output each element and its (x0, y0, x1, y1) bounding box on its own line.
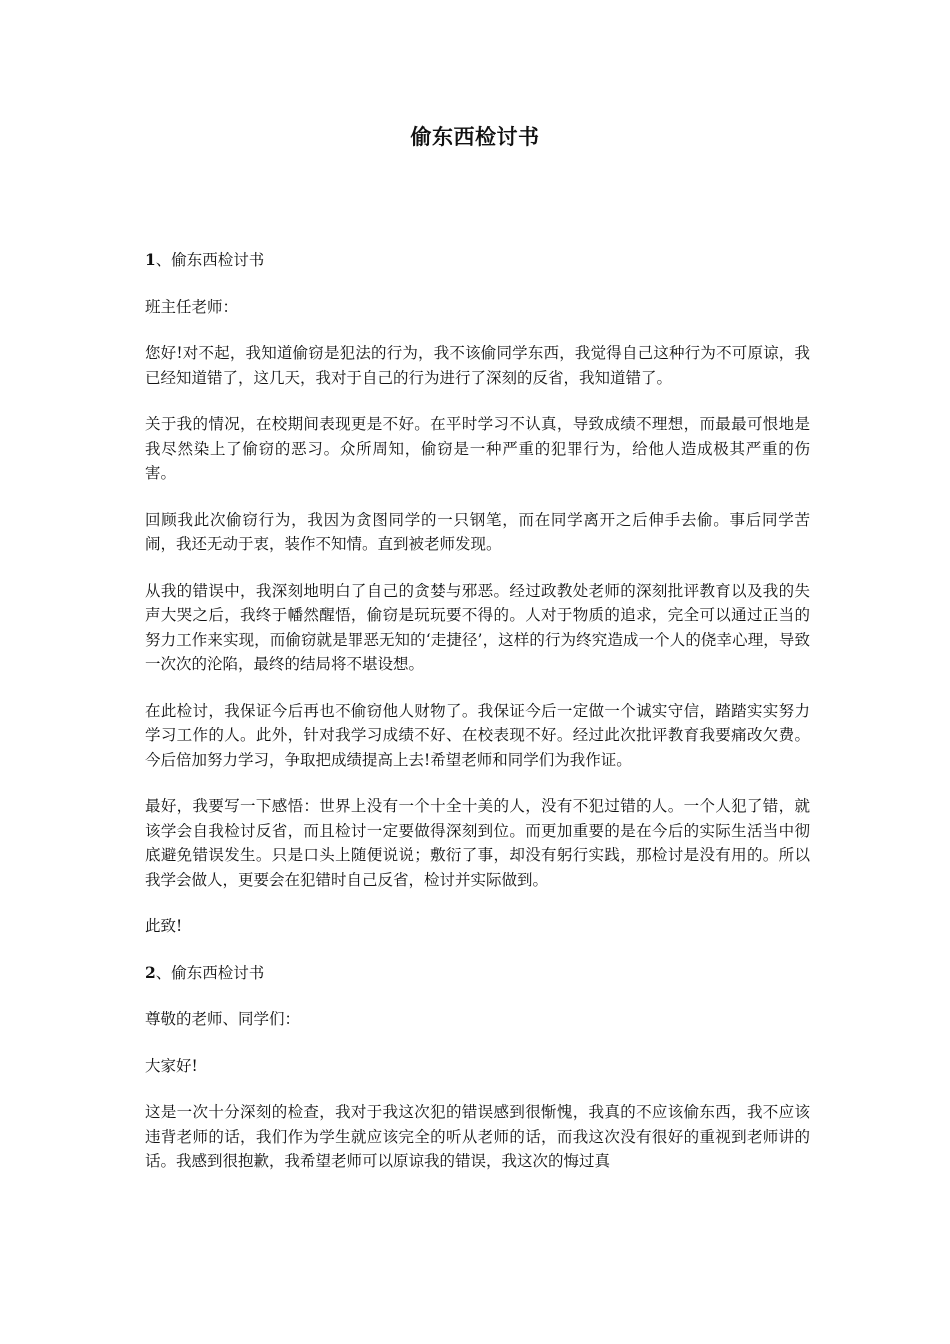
paragraph: 从我的错误中，我深刻地明白了自己的贪婪与邪恶。经过政教处老师的深刻批评教育以及我的失声大哭之后，我终于幡然醒悟，偷窃是玩玩要不得的。人对于物质的追求，完全可以通过正当的努力工作来实现，而偷窃就是罪恶无知的‘走捷径’，这样的行为终究造成一个人的侥幸心理，导致一次次的沦陷，最终的结局将不堪设想。 (145, 581, 810, 673)
section-number: 1 (145, 250, 156, 269)
closing: 此致! (145, 917, 183, 935)
document-body (145, 248, 810, 1196)
paragraph: 最好，我要写一下感悟：世界上没有一个十全十美的人，没有不犯过错的人。一个人犯了错，就该学会自我检讨反省，而且检讨一定要做得深刻到位。而更加重要的是在今后的实际生活当中彻底避免错误发生。只是口头上随便说说；敷衍了事，却没有躬行实践，那检讨是没有用的。所以我学会做人，更要会在犯错时自己反省，检讨并实际做到。 (145, 797, 810, 889)
paragraph: 在此检讨，我保证今后再也不偷窃他人财物了。我保证今后一定做一个诚实守信，踏踏实实努力学习工作的人。此外，针对我学习成绩不好、在校表现不好。经过此次批评教育我要痛改欠费。今后倍加努力学习，争取把成绩提高上去!希望老师和同学们为我作证。 (145, 701, 810, 769)
section-heading (145, 961, 810, 986)
section-heading (145, 248, 810, 273)
section-number: 2 (145, 962, 156, 982)
greeting: 大家好! (145, 1056, 198, 1075)
section-heading-text: 、偷东西检讨书 (155, 251, 265, 269)
paragraph: 这是一次十分深刻的检查，我对于我这次犯的错误感到很惭愧，我真的不应该偷东西，我不应该违背老师的话，我们作为学生就应该完全的听从老师的话，而我这次没有很好的重视到老师讲的话。我感到很抱歉，我希望老师可以原谅我的错误，我这次的悔过真 (145, 1103, 810, 1170)
salutation: 班主任老师： (145, 297, 239, 316)
paragraph: 关于我的情况，在校期间表现更是不好。在平时学习不认真，导致成绩不理想，而最最可恨地是我尽然染上了偷窃的恶习。众所周知，偷窃是一种严重的犯罪行为，给他人造成极其严重的伤害。 (145, 415, 810, 482)
salutation: 尊敬的老师、同学们： (145, 1010, 301, 1028)
document-title: 偷东西检讨书 (410, 124, 540, 149)
section-heading-text: 、偷东西检讨书 (155, 963, 265, 982)
paragraph: 您好!对不起，我知道偷窃是犯法的行为，我不该偷同学东西，我觉得自己这种行为不可原谅，我已经知道错了，这几天，我对于自己的行为进行了深刻的反省，我知道错了。 (145, 344, 810, 387)
paragraph: 回顾我此次偷窃行为，我因为贪图同学的一只钢笔，而在同学离开之后伸手去偷。事后同学苦闹，我还无动于衷，装作不知情。直到被老师发现。 (145, 510, 810, 553)
